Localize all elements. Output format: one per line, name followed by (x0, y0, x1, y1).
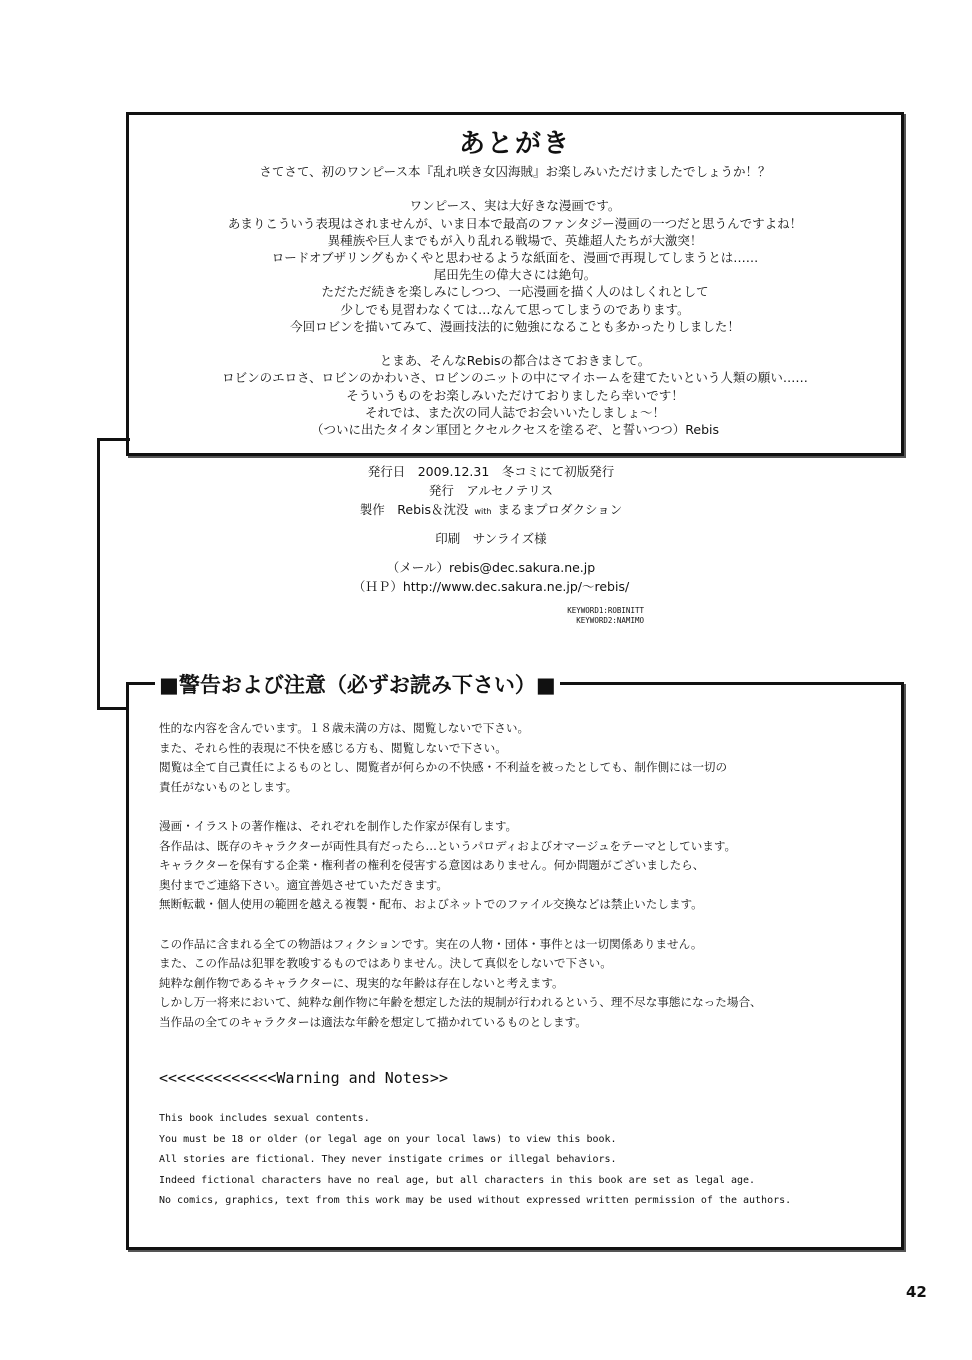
production-credit (140, 500, 842, 519)
afterword-line: さてさて、初のワンピース本『乱れ咲き女囚海賊』お楽しみいただけましたでしょうか！？ (259, 164, 771, 179)
afterword-line: とまあ、そんなRebisの都合はさておきまして。 (379, 353, 651, 369)
afterword-line: 異種族や巨人までもが入り乱れる戦場で、英雄超人たちが大激突！ (327, 232, 703, 248)
warning-box (126, 673, 904, 1250)
afterword-line: ロードオブザリングもかくやと思わせるような紙面を、漫画で再現してしまうとは…… (271, 250, 759, 265)
warning-line: 漫画・イラストの著作権は、それぞれを制作した作家が保有します。 (159, 818, 518, 833)
english-warning-line: Indeed fictional characters have no real age, but all characters in this book are set as legal age. (159, 1174, 756, 1186)
afterword-line: それでは、また次の同人誌でお会いいたしましょ～！ (364, 404, 665, 420)
warning-line: 各作品は、既存のキャラクターが両性具有だったら…というパロディおよびオマージュをテーマとしています。 (159, 838, 737, 853)
colophon-spacer (140, 596, 842, 606)
afterword-spacer (129, 335, 901, 352)
afterword-spacer (129, 180, 901, 197)
warning-line: 性的な内容を含んでいます。１８歳未満の方は、閲覧しないで下さい。 (159, 721, 530, 735)
warning-line: また、この作品は犯罪を教唆するものではありません。決して真似をしないで下さい。 (159, 956, 612, 971)
english-warning-line: No comics, graphics, text from this work may be used without expressed written permission of the authors. (159, 1195, 792, 1207)
colophon (140, 462, 842, 626)
homepage-url: （ＨＰ）http://www.dec.sakura.ne.jp/～rebis/ (352, 579, 630, 594)
warning-line: 当作品の全てのキャラクターは適法な年齢を想定して描かれているものとします。 (159, 1014, 587, 1029)
warning-line: 奥付までご連絡下さい。適宜善処させていただきます。 (159, 877, 448, 892)
afterword-line: （ついに出たタイタン軍団とクセルクセスを塗るぞ、と誓いつつ）Rebis (311, 422, 719, 438)
warning-line: 純粋な創作物であるキャラクターに、現実的な年齢は存在しないと考えます。 (159, 975, 564, 990)
afterword-box (126, 112, 904, 456)
warning-line: 閲覧は全て自己責任によるものとし、閲覧者が何らかの不快感・不利益を被ったとしても、制作側には一切の (159, 760, 728, 775)
page-number: 42 (906, 1283, 927, 1301)
warning-line: この作品に含まれる全ての物語はフィクションです。実在の人物・団体・事件とは一切関係ありません。 (159, 936, 703, 951)
afterword-line: あまりこういう表現はされませんが、いま日本で最高のファンタジー漫画の一つだと思うんですよね！ (227, 215, 803, 231)
printer: 印刷 サンライズ様 (435, 531, 547, 546)
keyword-2: KEYWORD2:NAMIMO (576, 616, 644, 625)
afterword-line: 少しでも見習わなくては…なんて思ってしまうのであります。 (340, 301, 690, 317)
colophon-spacer (140, 548, 842, 558)
afterword-title: あとがき (458, 129, 571, 159)
english-warning-text (159, 1109, 791, 1212)
connector-line (97, 438, 130, 710)
colophon-spacer (140, 519, 842, 529)
afterword-line: 今回ロビンを描いてみて、漫画技法的に勉強になることも多かったりしました！ (290, 318, 740, 334)
afterword-line: ワンピース、実は大好きな漫画です。 (409, 198, 621, 214)
english-warning-line: All stories are fictional. They never instigate crimes or illegal behaviors. (159, 1154, 617, 1166)
english-warning-line: This book includes sexual contents. (159, 1113, 370, 1124)
keyword-1: KEYWORD1:ROBINITT (567, 606, 644, 615)
warning-line: キャラクターを保有する企業・権利者の権利を侵害する意図はありません。何か問題がございましたら、 (159, 858, 705, 873)
warning-line: 責任がないものとします。 (159, 779, 298, 794)
issue-date: 発行日 2009.12.31 冬コミにて初版発行 (367, 464, 615, 479)
production-credit-b: まるまプロダクション (497, 502, 623, 517)
warning-line: しかし万一将来において、純粋な創作物に年齢を想定した法的規制が行われるという、理不尽な事態になった場合、 (159, 995, 762, 1010)
warning-spacer (159, 915, 762, 935)
afterword-text (129, 163, 901, 438)
afterword-line: ただただ続きを楽しみにしつつ、一応漫画を描く人のはしくれとして (321, 284, 709, 300)
afterword-line: そういうものをお楽しみいただけておりましたら幸いです！ (346, 387, 684, 403)
warning-line: 無断転載・個人使用の範囲を越える複製・配布、およびネットでのファイル交換などは禁止いたします。 (159, 897, 703, 912)
warning-text (159, 719, 762, 1033)
warning-spacer (159, 797, 762, 817)
contact-email: （メール）rebis@dec.sakura.ne.jp (386, 560, 596, 575)
warning-line: また、それら性的表現に不快を感じる方も、閲覧しないで下さい。 (159, 740, 507, 755)
warning-title: ■警告および注意（必ずお読み下さい）■ (155, 670, 560, 700)
english-warning-line: You must be 18 or older (or legal age on your local laws) to view this book. (159, 1133, 617, 1145)
production-credit-a: 製作 Rebis＆沈没 (359, 502, 469, 517)
afterword-line: 尾田先生の偉大さには絶句。 (433, 267, 597, 283)
publisher: 発行 アルセノテリス (428, 483, 554, 498)
production-with: with (474, 507, 492, 516)
english-warning-title: <<<<<<<<<<<<<Warning and Notes>> (159, 1069, 448, 1087)
afterword-line: ロビンのエロさ、ロビンのかわいさ、ロビンのニットの中にマイホームを建てたいという人類の願い…… (222, 370, 808, 386)
